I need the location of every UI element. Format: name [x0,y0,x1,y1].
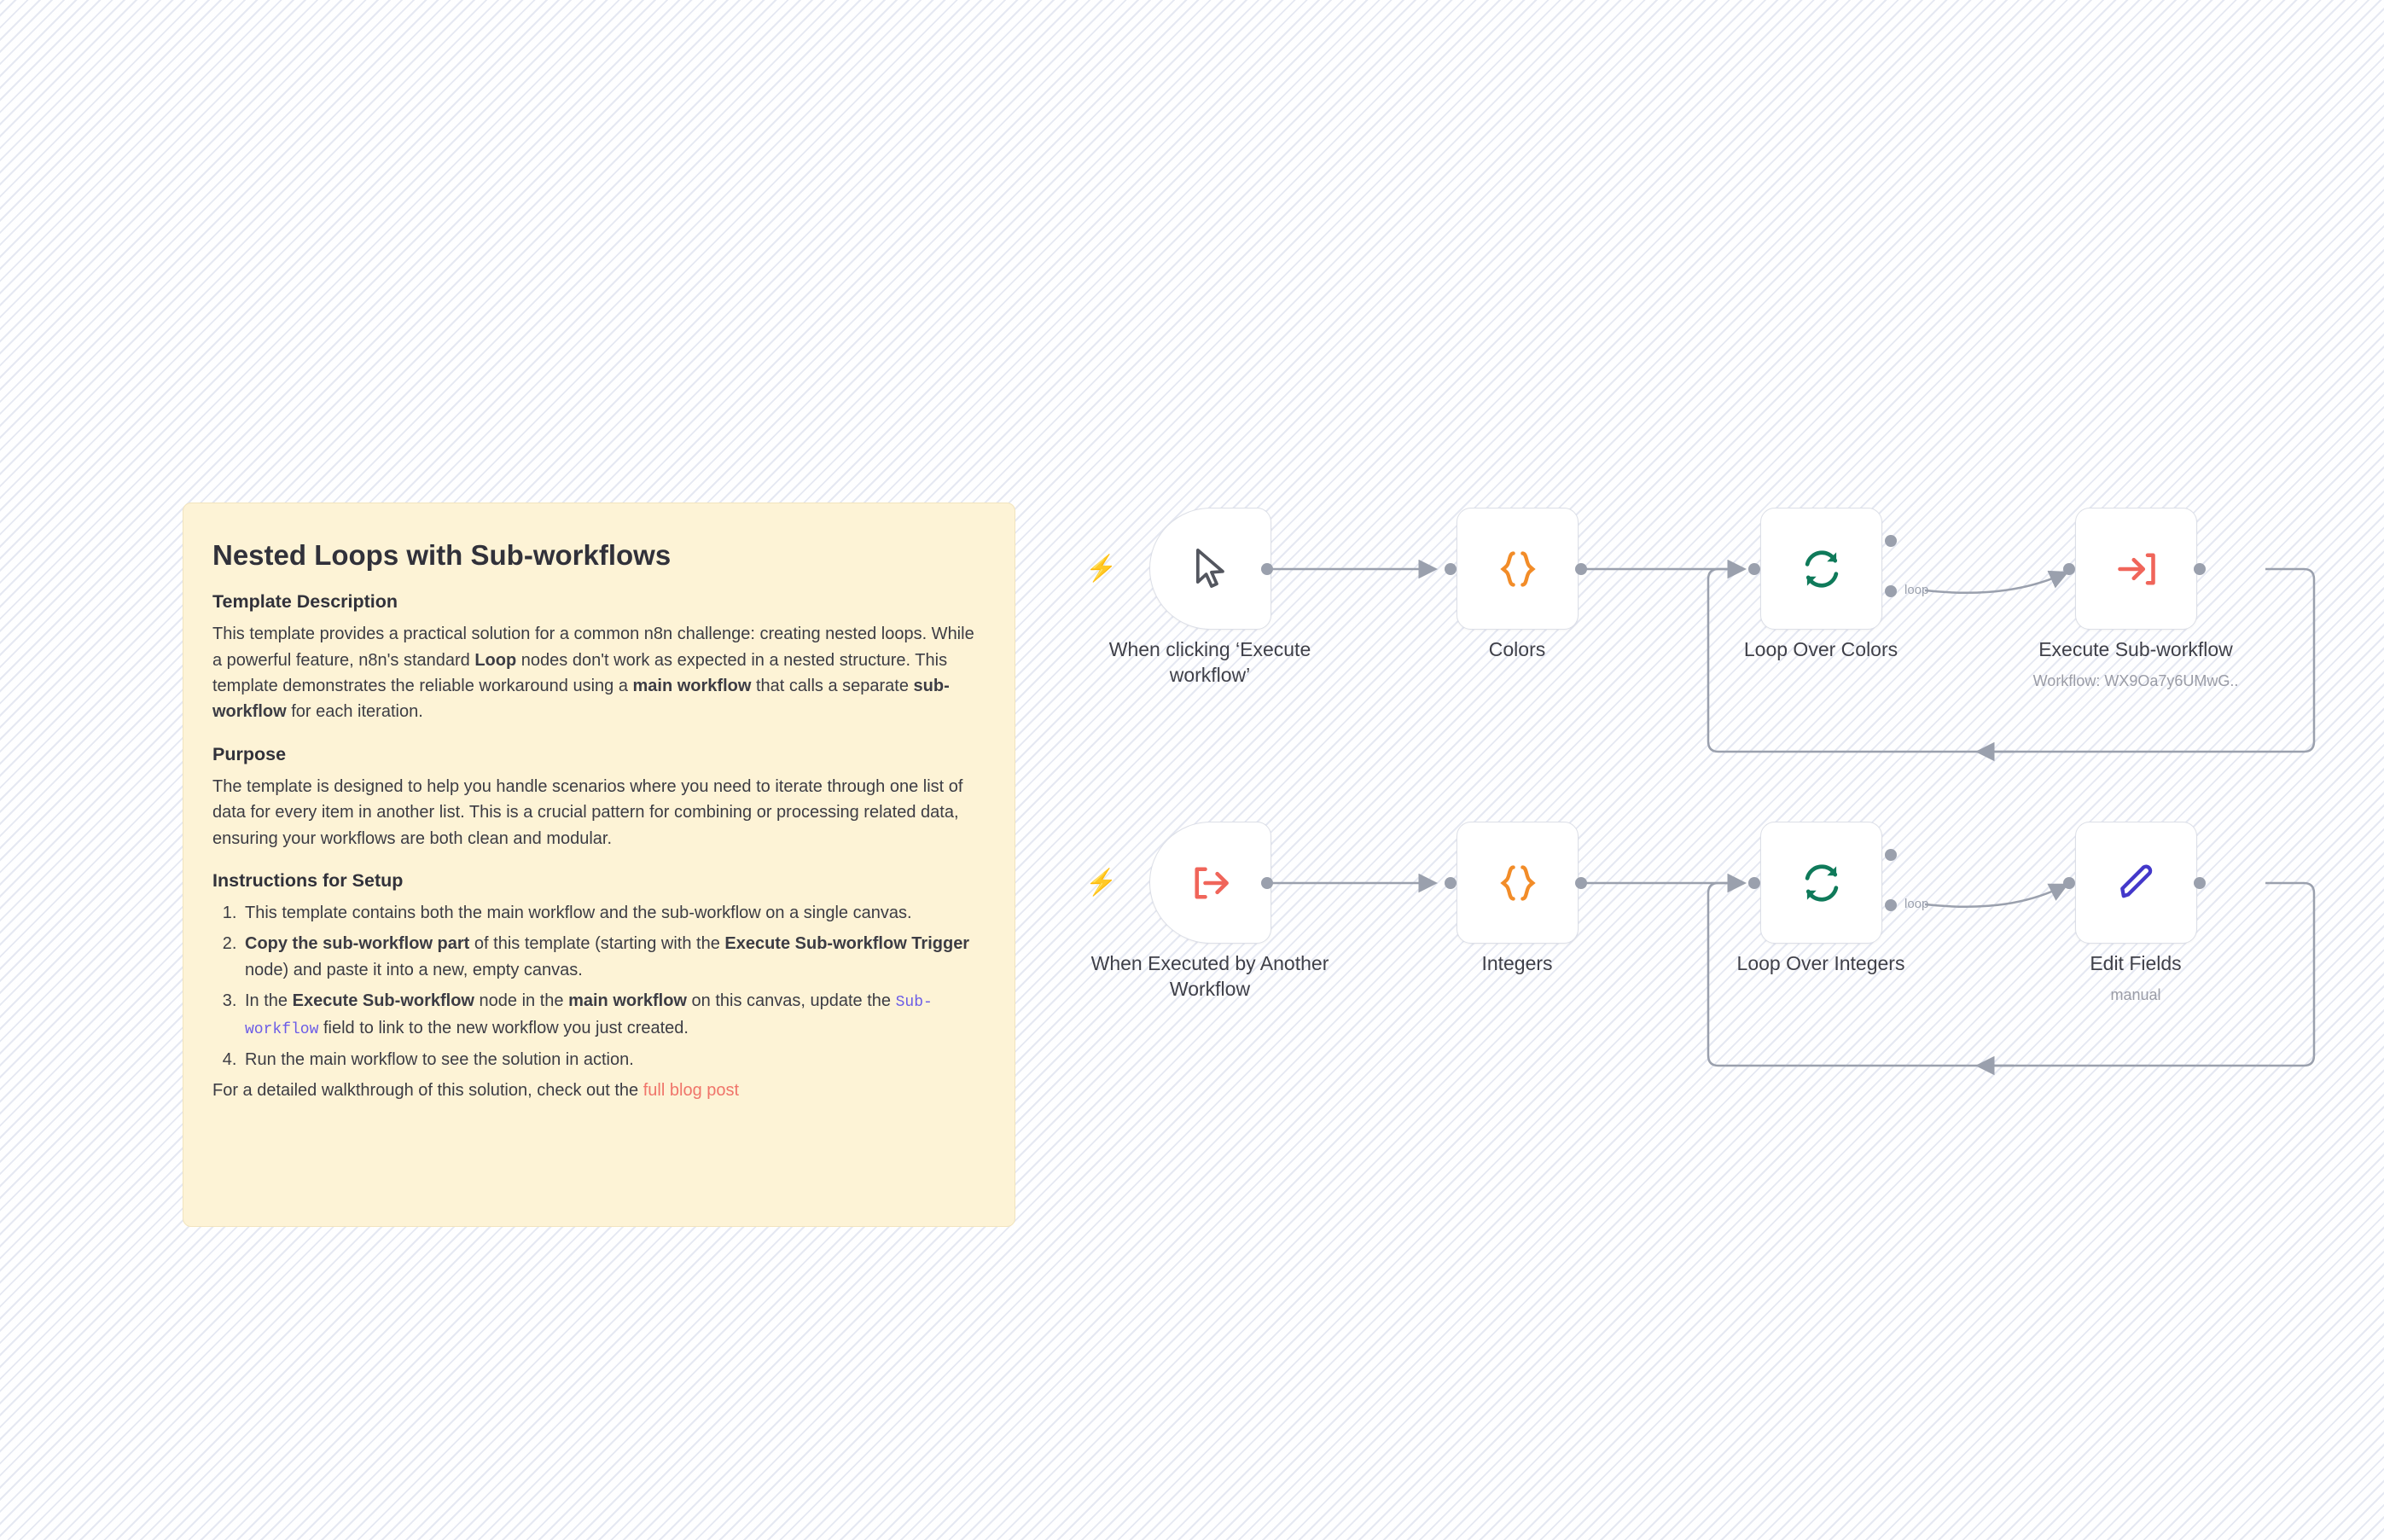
node-output-dot[interactable] [1575,563,1587,575]
node-output-done-dot[interactable] [1885,535,1897,547]
loop-output-label: loop [1904,583,1929,597]
node-output-done-dot[interactable] [1885,849,1897,861]
node-loop-over-integers[interactable] [1760,822,1882,944]
arrow-into-bracket-icon [2114,547,2159,591]
node-output-dot[interactable] [1261,563,1273,575]
list-item [241,931,986,983]
step3-part-1: In the [245,991,293,1011]
node-output-dot[interactable] [1261,877,1273,889]
pencil-icon [2114,861,2159,905]
node-input-dot[interactable] [1445,563,1457,575]
code-braces-icon [1496,547,1540,591]
node-colors[interactable] [1457,508,1579,630]
list-item [241,988,986,1042]
step3-code-subworkflow: Sub-workflow [245,994,933,1038]
sticky-description-paragraph [212,621,986,725]
node-label-colors: Colors [1488,638,1546,660]
loop-output-label: loop [1904,897,1929,911]
node-output-loop-dot[interactable] [1885,899,1897,911]
desc-bold-loop: Loop [474,650,517,670]
cursor-icon [1187,545,1235,593]
node-output-dot[interactable] [2194,877,2206,889]
desc-part-3: that calls a separate [751,677,914,696]
desc-part-1: This template provides a practical solution for a common n8n challenge: creating nested loops. While a powerful feature, n8n's standard [212,625,974,670]
step2-bold-copy: Copy the sub-workflow part [245,934,470,954]
step2-part-1: of this template (starting with the [469,934,725,954]
node-label-loop-over-integers: Loop Over Integers [1736,952,1905,974]
loop-icon [1799,860,1845,906]
step3-part-2: node in the [474,991,569,1011]
sticky-purpose-paragraph: The template is designed to help you handle scenarios where you need to iterate through one list of data for every item in another list. This is a crucial pattern for combining or processing related data, ensuring your workflows are both clean and modular. [212,776,963,848]
loop-icon [1799,546,1845,592]
trigger-bolt-icon: ⚡ [1085,555,1118,583]
step1-text: This template contains both the main workflow and the sub-workflow on a single canvas. [245,903,912,922]
bracket-arrow-out-icon [1189,861,1233,905]
sticky-section-heading-description: Template Description [212,591,398,613]
node-subtitle-execute-sub-workflow: Workflow: WX9Oa7y6UMwG.. [2032,672,2239,689]
step2-part-2: node) and paste it into a new, empty canvas. [245,960,583,979]
node-label-execute-sub-workflow: Execute Sub-workflow [2038,638,2233,660]
node-label-manual-trigger: When clicking ‘Execute workflow’ [1108,638,1311,686]
node-input-dot[interactable] [2063,563,2075,575]
sticky-note[interactable] [183,503,1015,1227]
node-input-dot[interactable] [1748,563,1760,575]
node-edit-fields[interactable] [2075,822,2197,944]
node-label-edit-fields: Edit Fields [2090,952,2182,974]
node-execute-sub-workflow[interactable] [2075,508,2197,630]
step3-part-3: on this canvas, update the [686,991,896,1011]
node-output-dot[interactable] [1575,877,1587,889]
step4-text: Run the main workflow to see the solution in action. [245,1049,634,1069]
node-label-execute-workflow-trigger: When Executed by Another Workflow [1090,952,1329,1000]
sticky-section-heading-purpose: Purpose [212,743,287,764]
sticky-title: Nested Loops with Sub-workflows [212,539,672,571]
node-integers[interactable] [1457,822,1579,944]
node-output-dot[interactable] [2194,563,2206,575]
node-execute-workflow-trigger[interactable] [1149,822,1271,944]
footer-text: For a detailed walkthrough of this solution, check out the [212,1081,643,1101]
node-label-integers: Integers [1481,952,1553,974]
node-output-loop-dot[interactable] [1885,585,1897,597]
list-item [241,900,986,926]
step3-bold-node: Execute Sub-workflow [292,991,474,1011]
node-input-dot[interactable] [2063,877,2075,889]
node-input-dot[interactable] [1748,877,1760,889]
code-braces-icon [1496,861,1540,905]
desc-bold-sub-workflow: sub-workflow [212,677,950,722]
sticky-instructions-list [212,900,986,1072]
desc-bold-main-workflow: main workflow [632,677,752,696]
trigger-bolt-icon: ⚡ [1085,869,1118,897]
list-item [241,1047,986,1072]
node-label-loop-over-colors: Loop Over Colors [1743,638,1898,660]
node-manual-trigger[interactable] [1149,508,1271,630]
sticky-footer [212,1078,986,1103]
desc-part-2: nodes don't work as expected in a nested structure. This template demonstrates the reliable workaround using a [212,650,948,696]
node-input-dot[interactable] [1445,877,1457,889]
step3-part-4: field to link to the new workflow you just created. [318,1018,689,1037]
sticky-section-heading-instructions: Instructions for Setup [212,869,404,891]
desc-part-4: for each iteration. [286,702,423,722]
step2-bold-trigger: Execute Sub-workflow Trigger [724,934,970,954]
node-loop-over-colors[interactable] [1760,508,1882,630]
node-subtitle-edit-fields: manual [2110,986,2161,1003]
full-blog-post-link[interactable]: full blog post [643,1081,740,1101]
step3-bold-main: main workflow [568,991,687,1011]
